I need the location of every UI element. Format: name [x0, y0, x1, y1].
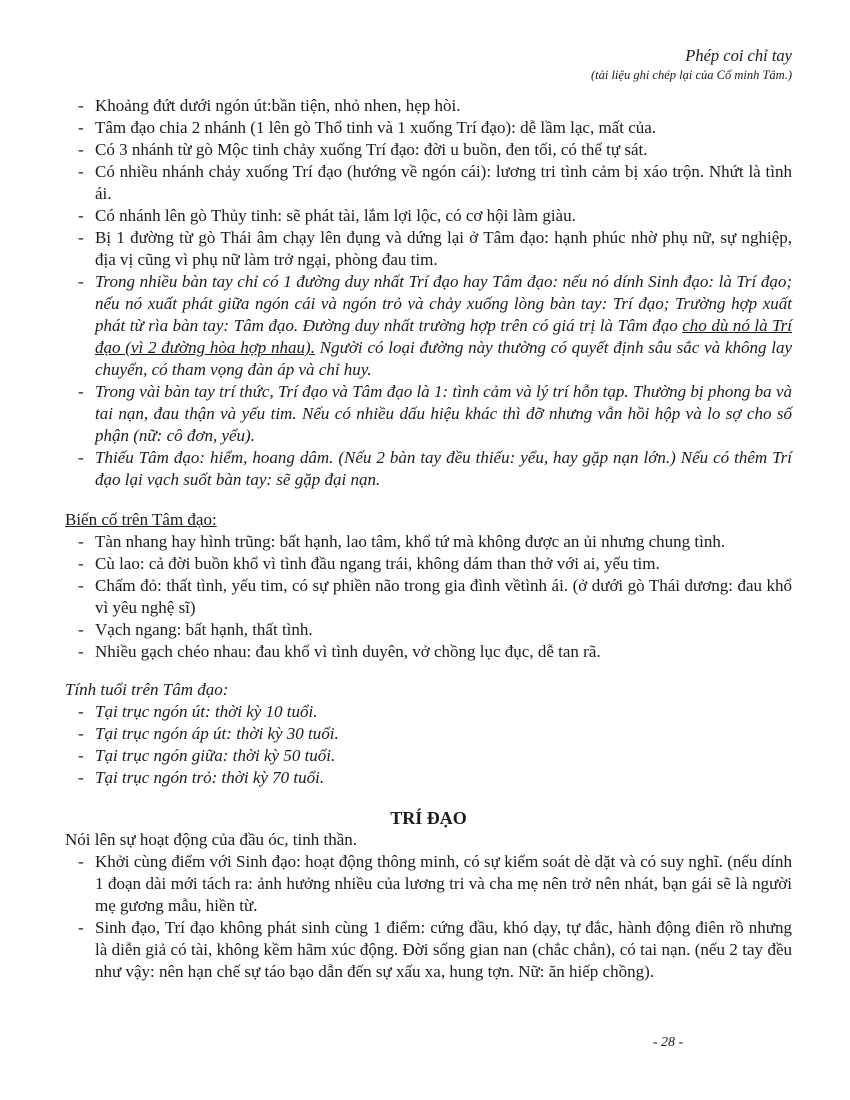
list-item-text: Tại trục ngón giữa: thời kỳ 50 tuổi. — [95, 746, 336, 765]
section-tam-dao-notes — [65, 95, 792, 491]
bullet-dash: - — [78, 228, 84, 247]
bullet-dash: - — [78, 702, 84, 721]
list-item-text: Trong vài bàn tay trí thức, Trí đạo và Tâm đạo là 1: tình cảm và lý trí hỗn tạp. Thường bị phong ba và tai nạn, đau thận và yếu tim. Nếu có nhiều dấu hiệu khác thì đỡ nhưng vẫn hồi hộp và lo sợ cho số phận (nữ: cô đơn, yểu). — [95, 382, 792, 445]
section-heading: Biến cố trên Tâm đạo: — [65, 510, 217, 529]
list-item-text: Chấm đỏ: thất tình, yếu tim, có sự phiền não trong gia đình vềtình ái. (ở dưới gò Thái dương: đau khổ vì yêu nghệ sĩ) — [95, 576, 792, 617]
page-number: - 28 - — [652, 1035, 684, 1050]
bullet-dash: - — [78, 620, 84, 639]
section-bien-co — [65, 509, 792, 663]
bullet-dash: - — [78, 532, 84, 551]
section-heading: Tính tuổi trên Tâm đạo: — [65, 680, 229, 699]
bullet-dash: - — [78, 140, 84, 159]
bullet-dash: - — [78, 642, 84, 661]
list-item — [65, 575, 792, 619]
text-segment: Người có loại đường này thường có quyết định sâu sắc và không lay chuyển, có tham vọng đàn áp và chỉ huy. — [95, 338, 793, 379]
list-item — [65, 447, 792, 491]
list-item-text: Có nhiều nhánh chảy xuống Trí đạo (hướng về ngón cái): lương tri tình cảm bị xáo trộn. Nhứt là tình ái. — [95, 162, 792, 203]
document-title: Phép coi chỉ tay — [685, 46, 792, 65]
bullet-dash: - — [78, 206, 84, 225]
list-item-text: Vạch ngang: bất hạnh, thất tình. — [95, 620, 313, 639]
list-item-text: Thiếu Tâm đạo: hiểm, hoang dâm. (Nếu 2 bàn tay đều thiếu: yểu, hay gặp nạn lớn.) Nếu có thêm Trí đạo lại vạch suốt bàn tay: sẽ gặp đại nạn. — [95, 448, 792, 489]
document-subtitle: (tài liệu ghi chép lại của Cổ minh Tâm.) — [590, 68, 792, 82]
bullet-dash: - — [78, 746, 84, 765]
list-item-text: Sinh đạo, Trí đạo không phát sinh cùng 1 điểm: cứng đầu, khó dạy, tự đắc, hành động điên rồ nhưng là diễn giả có tài, không kềm hãm xúc động. Đời sống gian nan (chắc chắn), có tai nạn. (nếu 2 tay đều như vậy: nên hạn chế sự táo bạo dẫn đến sự xấu xa, hung tợn. Nữ: ăn hiếp chồng). — [95, 918, 792, 981]
list-item — [65, 701, 792, 723]
section-heading: TRÍ ĐẠO — [390, 808, 467, 828]
bullet-dash: - — [78, 162, 84, 181]
list-item-text: Có nhánh lên gò Thủy tinh: sẽ phát tài, lắm lợi lộc, có cơ hội làm giàu. — [95, 206, 576, 225]
list-item-text: Khởi cùng điểm với Sinh đạo: hoạt động thông minh, có sự kiểm soát dè dặt và có suy nghĩ. (nếu dính 1 đoạn dài mới tách ra: ảnh hưởng nhiều của lương tri và cha mẹ nên trở nên nhát, bạn gái sẽ là người mẹ gương mẫu, hiền từ. — [95, 852, 792, 915]
list-item — [65, 161, 792, 205]
section-intro: Nói lên sự hoạt động của đầu óc, tinh thần. — [65, 830, 358, 849]
bullet-dash: - — [78, 448, 84, 467]
list-item-text: Cù lao: cả đời buồn khổ vì tình đầu ngang trái, không dám than thở với ai, yếu tim. — [95, 554, 660, 573]
list-item — [65, 139, 792, 161]
bullet-dash: - — [78, 768, 84, 787]
list-item — [65, 553, 792, 575]
list-item-text: Tại trục ngón trỏ: thời kỳ 70 tuổi. — [95, 768, 325, 787]
bullet-dash: - — [78, 724, 84, 743]
list-item — [65, 381, 792, 447]
list-item — [65, 205, 792, 227]
bullet-dash: - — [78, 576, 84, 595]
list-item — [65, 95, 792, 117]
list-item-text: Tàn nhang hay hình trũng: bất hạnh, lao tâm, khổ tứ mà không được an ủi nhưng chung tình. — [95, 532, 726, 551]
list-item — [65, 227, 792, 271]
list-item — [65, 851, 792, 917]
list-item-text: Tâm đạo chia 2 nhánh (1 lên gò Thổ tinh và 1 xuống Trí đạo): dễ lầm lạc, mất của. — [95, 118, 657, 137]
underlined-text-segment: cho dù nó là Trí đạo (vì 2 đường hòa hợp nhau). — [95, 316, 792, 357]
document-body — [65, 95, 792, 983]
bullet-dash: - — [78, 118, 84, 137]
section-tinh-tuoi — [65, 679, 792, 789]
list-item — [65, 117, 792, 139]
bullet-dash: - — [78, 272, 84, 291]
list-item — [65, 767, 792, 789]
list-item-text: Tại trục ngón áp út: thời kỳ 30 tuổi. — [95, 724, 339, 743]
list-item — [65, 641, 792, 663]
bullet-dash: - — [78, 382, 84, 401]
list-item — [65, 619, 792, 641]
list-item-text: Nhiều gạch chéo nhau: đau khổ vì tình duyên, vở chồng lục đục, dễ tan rã. — [95, 642, 601, 661]
bullet-dash: - — [78, 96, 84, 115]
list-item — [65, 531, 792, 553]
list-item — [65, 917, 792, 983]
document-header — [65, 46, 792, 83]
list-item — [65, 723, 792, 745]
section-tri-dao — [65, 807, 792, 983]
bullet-dash: - — [78, 918, 84, 937]
bullet-dash: - — [78, 852, 84, 871]
list-item-text: Bị 1 đường từ gò Thái âm chạy lên đụng và dứng lại ở Tâm đạo: hạnh phúc nhờ phụ nữ, sự nghiệp, địa vị cũng vì phụ nữ làm trở ngại, phòng đau tim. — [95, 228, 792, 269]
list-item-text: Có 3 nhánh từ gò Mộc tinh chảy xuống Trí đạo: đời u buồn, đen tối, có thể tự sát. — [95, 140, 648, 159]
list-item-text: Tại trục ngón út: thời kỳ 10 tuổi. — [95, 702, 318, 721]
list-item — [65, 745, 792, 767]
text-segment: Trong nhiều bàn tay chỉ có 1 đường duy nhất Trí đạo hay Tâm đạo: nếu nó dính Sinh đạo: là Trí đạo; nếu nó xuất phát giữa ngón cái và ngón trỏ và chảy xuống lòng bàn tay: Trí đạo; Trường hợp xuất phát từ rìa bàn tay: Tâm đạo. Đường duy nhất trường hợp trên có giá trị là Tâm đạo — [95, 272, 792, 335]
list-item-text — [95, 272, 792, 379]
list-item-text: Khoảng đứt dưới ngón út:bần tiện, nhỏ nhen, hẹp hòi. — [95, 96, 461, 115]
list-item — [65, 271, 792, 381]
bullet-dash: - — [78, 554, 84, 573]
